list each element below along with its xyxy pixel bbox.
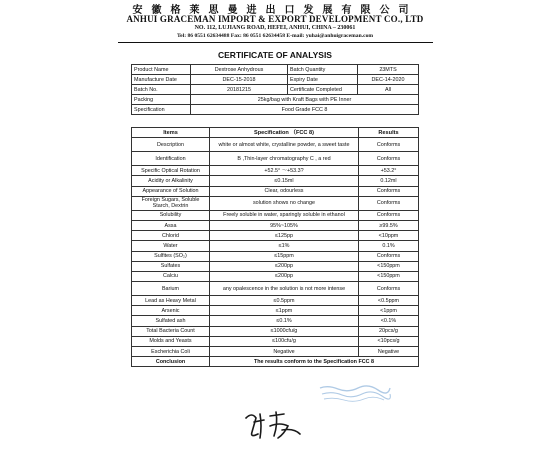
spec-result: <150ppm xyxy=(359,261,419,271)
spec-result: <1ppm xyxy=(359,306,419,316)
spec-result: <10ppm xyxy=(359,231,419,241)
spec-result: Conforms xyxy=(359,251,419,261)
spec-result: ≥99.5% xyxy=(359,220,419,230)
header-rule xyxy=(118,42,433,43)
spec-spec: ≤0.1% xyxy=(210,316,359,326)
info-value: Dextrose Anhydrous xyxy=(191,65,288,75)
spec-row xyxy=(132,296,419,306)
spec-item: Barium xyxy=(132,282,210,296)
specification-row xyxy=(132,105,419,115)
spec-spec: +52.5° ～+53.3? xyxy=(210,166,359,176)
company-name-english: ANHUI GRACEMAN IMPORT & EXPORT DEVELOPMENT CO., LTD xyxy=(126,14,424,24)
spec-row xyxy=(132,152,419,166)
info-label: Batch No. xyxy=(132,85,191,95)
spec-item: Foreign Sugars, Soluble Starch, Dextrin xyxy=(132,196,210,210)
spec-result: Conforms xyxy=(359,210,419,220)
spec-item: Escherichia Coli xyxy=(132,347,210,357)
column-header: Results xyxy=(359,128,419,138)
spec-item: Specific Optical Rotation xyxy=(132,166,210,176)
document-title: CERTIFICATE OF ANALYSIS xyxy=(218,50,332,60)
company-stamp-fragment xyxy=(318,384,392,402)
info-value: DEC-15-2018 xyxy=(191,75,288,85)
spec-spec: white or almost white, crystalline powder, a sweet taste xyxy=(210,138,359,152)
spec-spec: Negative xyxy=(210,347,359,357)
conclusion-value: The results conform to the Specification FCC 8 xyxy=(210,357,419,367)
info-label: Certificate Completed xyxy=(288,85,358,95)
conclusion-row xyxy=(132,357,419,367)
spec-row xyxy=(132,231,419,241)
spec-result: 0.1% xyxy=(359,241,419,251)
spec-item: Calciu xyxy=(132,271,210,281)
spec-spec: ≤15ppm xyxy=(210,251,359,261)
spec-result: Negative xyxy=(359,347,419,357)
spec-result: 0.12ml xyxy=(359,176,419,186)
spec-item: Sulfates xyxy=(132,261,210,271)
spec-spec: ≤1000cfu/g xyxy=(210,326,359,336)
spec-spec: ≤125pp xyxy=(210,231,359,241)
info-row xyxy=(132,75,419,85)
spec-item: Appearance of Solution xyxy=(132,186,210,196)
spec-spec: ≤100cfu/g xyxy=(210,336,359,346)
spec-item: Identification xyxy=(132,152,210,166)
specification-label: Specification xyxy=(132,105,191,115)
spec-row xyxy=(132,306,419,316)
spec-item: Acidity or Alkalinity xyxy=(132,176,210,186)
specification-value: Food Grade FCC 8 xyxy=(191,105,419,115)
info-value: 23MTS xyxy=(358,65,419,75)
spec-spec: ≤200pp xyxy=(210,261,359,271)
spec-result: <0.5ppm xyxy=(359,296,419,306)
spec-spec: ≤1ppm xyxy=(210,306,359,316)
spec-item: Molds and Yeasts xyxy=(132,336,210,346)
spec-item: Sulfites (SO₂) xyxy=(132,251,210,261)
info-value: DEC-14-2020 xyxy=(358,75,419,85)
product-info-table xyxy=(131,64,419,115)
spec-item: Arsenic xyxy=(132,306,210,316)
spec-spec: 95%~105% xyxy=(210,220,359,230)
spec-spec: Clear, odourless xyxy=(210,186,359,196)
column-header: Specification （FCC 8) xyxy=(210,128,359,138)
info-label: Expiry Date xyxy=(288,75,358,85)
spec-row xyxy=(132,196,419,210)
spec-item: Total Bacteria Count xyxy=(132,326,210,336)
spec-row xyxy=(132,138,419,152)
spec-item: Lead as Heavy Metal xyxy=(132,296,210,306)
packing-label: Packing xyxy=(132,95,191,105)
spec-result: Conforms xyxy=(359,282,419,296)
company-contact: Tel: 86 0551 62634488 Fax: 86 0551 62634458 E-mail: yuhai@anhuigraceman.com xyxy=(176,33,374,39)
spec-row xyxy=(132,176,419,186)
spec-row xyxy=(132,210,419,220)
spec-result: Conforms xyxy=(359,196,419,210)
conclusion-label: Conclusion xyxy=(132,357,210,367)
spec-item: Assa xyxy=(132,220,210,230)
spec-row xyxy=(132,271,419,281)
handwritten-signature xyxy=(240,408,310,442)
spec-spec: ≤0.5ppm xyxy=(210,296,359,306)
spec-item: Solubility xyxy=(132,210,210,220)
spec-result: Conforms xyxy=(359,186,419,196)
spec-row xyxy=(132,251,419,261)
spec-header-row xyxy=(132,128,419,138)
spec-spec: ≤1% xyxy=(210,241,359,251)
spec-spec: any opalescence in the solution is not more intense xyxy=(210,282,359,296)
packing-value: 25kg/bag with Kraft Bags with PE Inner xyxy=(191,95,419,105)
spec-row xyxy=(132,261,419,271)
spec-row xyxy=(132,166,419,176)
info-label: Manufacture Date xyxy=(132,75,191,85)
spec-result: <10pcs/g xyxy=(359,336,419,346)
spec-row xyxy=(132,220,419,230)
info-row xyxy=(132,65,419,75)
spec-item: Sulfated ash xyxy=(132,316,210,326)
info-value: All xyxy=(358,85,419,95)
spec-item: Chlorid xyxy=(132,231,210,241)
spec-spec: B ,Thin-layer chromatography C , a red xyxy=(210,152,359,166)
spec-spec: ≤200pp xyxy=(210,271,359,281)
spec-result: Conforms xyxy=(359,138,419,152)
spec-row xyxy=(132,326,419,336)
spec-row xyxy=(132,347,419,357)
spec-row xyxy=(132,336,419,346)
spec-spec: solution shows no change xyxy=(210,196,359,210)
column-header: Items xyxy=(132,128,210,138)
spec-item: Water xyxy=(132,241,210,251)
spec-result: <0.1% xyxy=(359,316,419,326)
info-label: Product Name xyxy=(132,65,191,75)
spec-result: <150ppm xyxy=(359,271,419,281)
specification-table xyxy=(131,127,419,367)
info-value: 20181215 xyxy=(191,85,288,95)
spec-spec: ≤0.15ml xyxy=(210,176,359,186)
info-label: Batch Quantity xyxy=(288,65,358,75)
info-row xyxy=(132,85,419,95)
spec-result: Conforms xyxy=(359,152,419,166)
spec-row xyxy=(132,241,419,251)
spec-row xyxy=(132,186,419,196)
spec-result: +53.2° xyxy=(359,166,419,176)
packing-row xyxy=(132,95,419,105)
company-address: NO. 112, LUJIANG ROAD, HEFEI, ANHUI, CHINA – 230061 xyxy=(194,25,356,31)
spec-row xyxy=(132,316,419,326)
spec-item: Description xyxy=(132,138,210,152)
spec-row xyxy=(132,282,419,296)
spec-result: 20pcs/g xyxy=(359,326,419,336)
company-name-chinese: 安徽格莱思曼进出口发展有限公司 xyxy=(132,5,418,16)
spec-spec: Freely soluble in water, sparingly soluble in ethanol xyxy=(210,210,359,220)
